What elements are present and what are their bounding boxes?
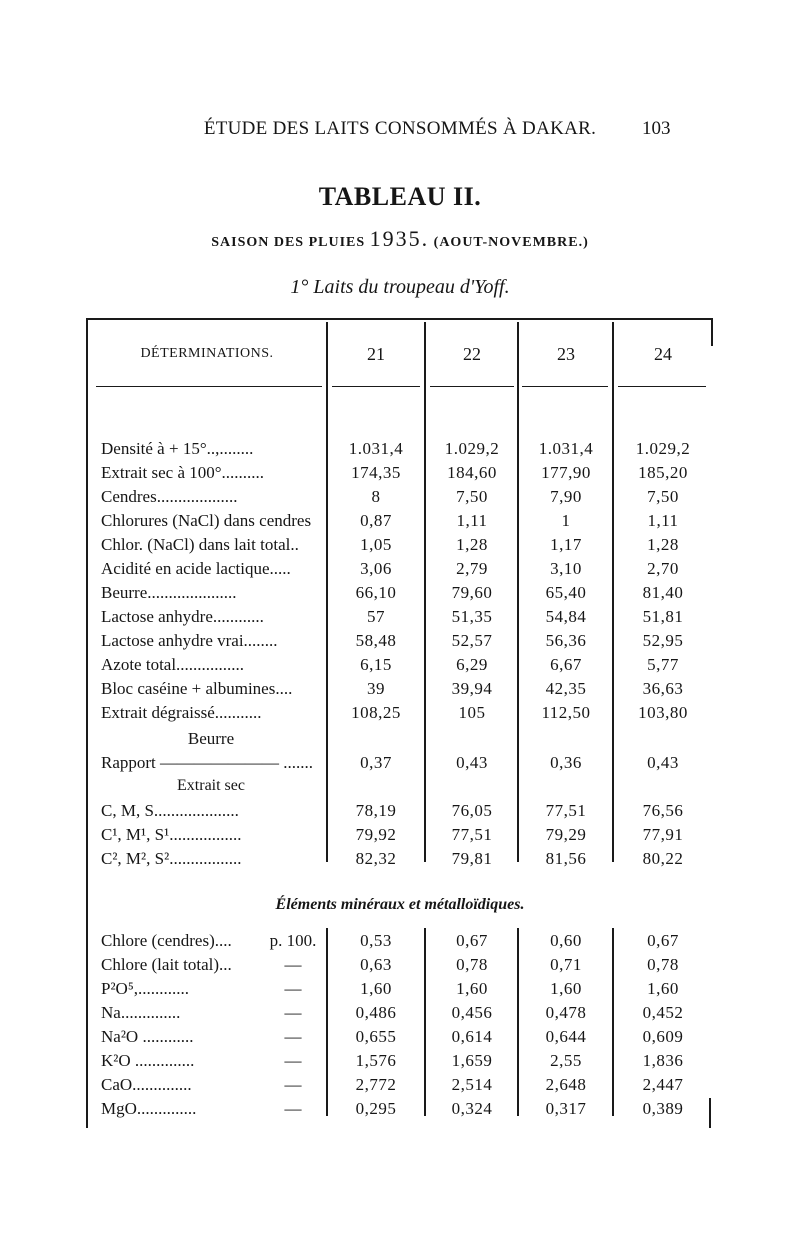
table-cell: 0,78 — [456, 955, 488, 974]
table-cell: 2,447 — [642, 1075, 684, 1094]
table-cell: 0,452 — [642, 1003, 684, 1022]
table-cell: 1,576 — [355, 1051, 397, 1070]
ditto-mark: — — [284, 1027, 302, 1046]
table-cell: 77,51 — [545, 801, 587, 820]
table-cell: 177,90 — [541, 463, 591, 482]
table-cell: 7,90 — [550, 487, 582, 506]
table-cell: 6,67 — [550, 655, 582, 674]
table-cell: 2,772 — [355, 1075, 397, 1094]
table-cell: 0,614 — [451, 1027, 493, 1046]
table-cell: 81,40 — [642, 583, 684, 602]
table-cell: 0,67 — [456, 931, 488, 950]
table-cell: 2,648 — [545, 1075, 587, 1094]
row-label: Densité à + 15°..,........ — [101, 439, 254, 458]
row-label: Na.............. — [101, 1003, 181, 1022]
column-divider — [326, 322, 328, 862]
table-cell: 112,50 — [541, 703, 591, 722]
table-cell: 0,317 — [545, 1099, 587, 1118]
row-label: C², M², S²................. — [101, 849, 242, 868]
row-label: MgO.............. — [101, 1099, 197, 1118]
header-rule — [96, 386, 322, 387]
table-cell: 82,32 — [355, 849, 397, 868]
table-cell: 78,19 — [355, 801, 397, 820]
table-cell: 8 — [371, 487, 381, 506]
ditto-mark: — — [284, 955, 302, 974]
table-cell: 39 — [367, 679, 385, 698]
table-cell: 108,25 — [351, 703, 401, 722]
ditto-mark: — — [284, 979, 302, 998]
table-cell: 6,29 — [456, 655, 488, 674]
subtitle-months: (AOUT-NOVEMBRE.) — [433, 235, 589, 250]
table-cell: 0,295 — [355, 1099, 397, 1118]
table-cell: 1,05 — [360, 535, 392, 554]
column-header-23: 23 — [557, 344, 575, 364]
header-rule — [522, 386, 608, 387]
table-cell: 77,91 — [642, 825, 684, 844]
table-cell: 1,60 — [456, 979, 488, 998]
mineral-heading: Éléments minéraux et métalloïdiques. — [275, 896, 525, 913]
column-divider — [612, 322, 614, 862]
table-cell: 80,22 — [642, 849, 684, 868]
table-cell: 1,11 — [647, 511, 679, 530]
table-cell: 0,43 — [647, 753, 679, 772]
table-cell: 0,78 — [647, 955, 679, 974]
table-cell: 1,60 — [360, 979, 392, 998]
row-label: Beurre..................... — [101, 583, 237, 602]
column-header-22: 22 — [463, 344, 481, 364]
table-cell: 0,53 — [360, 931, 392, 950]
table-subtitle — [0, 226, 800, 252]
table-cell: 0,609 — [642, 1027, 684, 1046]
table-cell: 58,48 — [355, 631, 397, 650]
row-label: Bloc caséine + albumines.... — [101, 679, 293, 698]
table-cell: 0,60 — [550, 931, 582, 950]
row-label: Na²O ............ — [101, 1027, 194, 1046]
table-cell: 105 — [458, 703, 486, 722]
table-cell: 1.029,2 — [635, 439, 691, 458]
row-label: CaO.............. — [101, 1075, 192, 1094]
table-cell: 6,15 — [360, 655, 392, 674]
ditto-mark: — — [284, 1003, 302, 1022]
column-divider — [612, 928, 614, 1116]
header-rule — [430, 386, 514, 387]
table-cell: 3,06 — [360, 559, 392, 578]
table-cell: 2,55 — [550, 1051, 582, 1070]
row-label: Chlore (lait total)... — [101, 955, 232, 974]
table-cell: 1,60 — [647, 979, 679, 998]
table-cell: 76,56 — [642, 801, 684, 820]
table-cell: 77,51 — [451, 825, 493, 844]
column-divider — [517, 322, 519, 862]
table-cell: 0,486 — [355, 1003, 397, 1022]
table-top-rule — [86, 318, 713, 320]
table-cell: 66,10 — [355, 583, 397, 602]
table-cell: 39,94 — [451, 679, 493, 698]
table-cell: 57 — [367, 607, 385, 626]
table-cell: 0,456 — [451, 1003, 493, 1022]
table-cell: 0,389 — [642, 1099, 684, 1118]
column-header-21: 21 — [367, 344, 385, 364]
table-cell: 42,35 — [545, 679, 587, 698]
table-cell: 0,71 — [550, 955, 582, 974]
determinations-header: DÉTERMINATIONS. — [140, 346, 274, 361]
table-cell: 5,77 — [647, 655, 679, 674]
table-cell: 0,67 — [647, 931, 679, 950]
table-cell: 51,35 — [451, 607, 493, 626]
table-cell: 0,655 — [355, 1027, 397, 1046]
running-head — [0, 118, 800, 144]
table-cell: 56,36 — [545, 631, 587, 650]
table-cell: 1.029,2 — [444, 439, 500, 458]
row-label: Extrait sec à 100°.......... — [101, 463, 265, 482]
row-label: C¹, M¹, S¹................. — [101, 825, 242, 844]
ditto-mark: — — [284, 1099, 302, 1118]
unit-label: p. 100. — [269, 931, 317, 950]
row-label: C, M, S.................... — [101, 801, 239, 820]
table-cell: 0,87 — [360, 511, 392, 530]
page-number: 103 — [642, 118, 671, 139]
table-cell: 1,60 — [550, 979, 582, 998]
table-cell: 2,79 — [456, 559, 488, 578]
table-cell: 1,11 — [456, 511, 488, 530]
table-cell: 7,50 — [647, 487, 679, 506]
row-label: Acidité en acide lactique..... — [101, 559, 291, 578]
table-cell: 1,28 — [647, 535, 679, 554]
table-right-border-lower — [709, 1098, 711, 1128]
row-label: Lactose anhydre vrai........ — [101, 631, 278, 650]
row-label: Chlore (cendres).... — [101, 931, 232, 950]
table-cell: 79,29 — [545, 825, 587, 844]
table-cell: 2,70 — [647, 559, 679, 578]
row-label: Chlor. (NaCl) dans lait total.. — [101, 535, 299, 554]
running-head-title: ÉTUDE DES LAITS CONSOMMÉS À DAKAR. — [203, 118, 597, 139]
table-cell: 1.031,4 — [348, 439, 404, 458]
table-cell: 1,836 — [642, 1051, 684, 1070]
table-cell: 0,37 — [360, 753, 392, 772]
row-label: Cendres................... — [101, 487, 238, 506]
ratio-numerator: Beurre — [187, 729, 235, 748]
table-cell: 51,81 — [642, 607, 684, 626]
table-cell: 1,659 — [451, 1051, 493, 1070]
table-cell: 184,60 — [447, 463, 497, 482]
table-cell: 76,05 — [451, 801, 493, 820]
table-cell: 79,92 — [355, 825, 397, 844]
table-cell: 52,95 — [642, 631, 684, 650]
table-cell: 1 — [561, 511, 571, 530]
ditto-mark: — — [284, 1075, 302, 1094]
table-cell: 7,50 — [456, 487, 488, 506]
table-cell: 1,17 — [550, 535, 582, 554]
table-cell: 0,324 — [451, 1099, 493, 1118]
row-label: Azote total................ — [101, 655, 245, 674]
header-rule — [332, 386, 420, 387]
table-cell: 2,514 — [451, 1075, 493, 1094]
row-label: Lactose anhydre............ — [101, 607, 264, 626]
ratio-label: Rapport ——————— ....... — [101, 753, 314, 772]
table-cell: 81,56 — [545, 849, 587, 868]
table-cell: 0,36 — [550, 753, 582, 772]
column-divider — [517, 928, 519, 1116]
table-left-border — [86, 318, 88, 1128]
table-cell: 1.031,4 — [538, 439, 594, 458]
table-cell: 54,84 — [545, 607, 587, 626]
column-divider — [424, 322, 426, 862]
table-cell: 79,60 — [451, 583, 493, 602]
section-title: 1° Laits du troupeau d'Yoff. — [290, 276, 510, 298]
table-cell: 36,63 — [642, 679, 684, 698]
table-right-border — [711, 318, 713, 346]
ditto-mark: — — [284, 1051, 302, 1070]
table-cell: 65,40 — [545, 583, 587, 602]
row-label: P²O⁵,............ — [101, 979, 190, 998]
column-divider — [424, 928, 426, 1116]
table-title: TABLEAU II. — [318, 182, 482, 211]
table-cell: 0,478 — [545, 1003, 587, 1022]
table-cell: 0,644 — [545, 1027, 587, 1046]
header-rule — [618, 386, 706, 387]
ratio-denominator: Extrait sec — [177, 777, 245, 794]
row-label: K²O .............. — [101, 1051, 195, 1070]
column-header-24: 24 — [654, 344, 672, 364]
table-cell: 52,57 — [451, 631, 493, 650]
table-cell: 103,80 — [638, 703, 688, 722]
table-cell: 174,35 — [351, 463, 401, 482]
column-divider — [326, 928, 328, 1116]
row-label: Chlorures (NaCl) dans cendres — [101, 511, 312, 530]
row-label: Extrait dégraissé........... — [101, 703, 262, 722]
table-cell: 79,81 — [451, 849, 493, 868]
table-cell: 0,43 — [456, 753, 488, 772]
table-cell: 185,20 — [638, 463, 688, 482]
subtitle-year: 1935. — [369, 226, 430, 251]
table-cell: 1,28 — [456, 535, 488, 554]
table-cell: 3,10 — [550, 559, 582, 578]
subtitle-season: SAISON DES PLUIES — [211, 235, 366, 250]
table-cell: 0,63 — [360, 955, 392, 974]
